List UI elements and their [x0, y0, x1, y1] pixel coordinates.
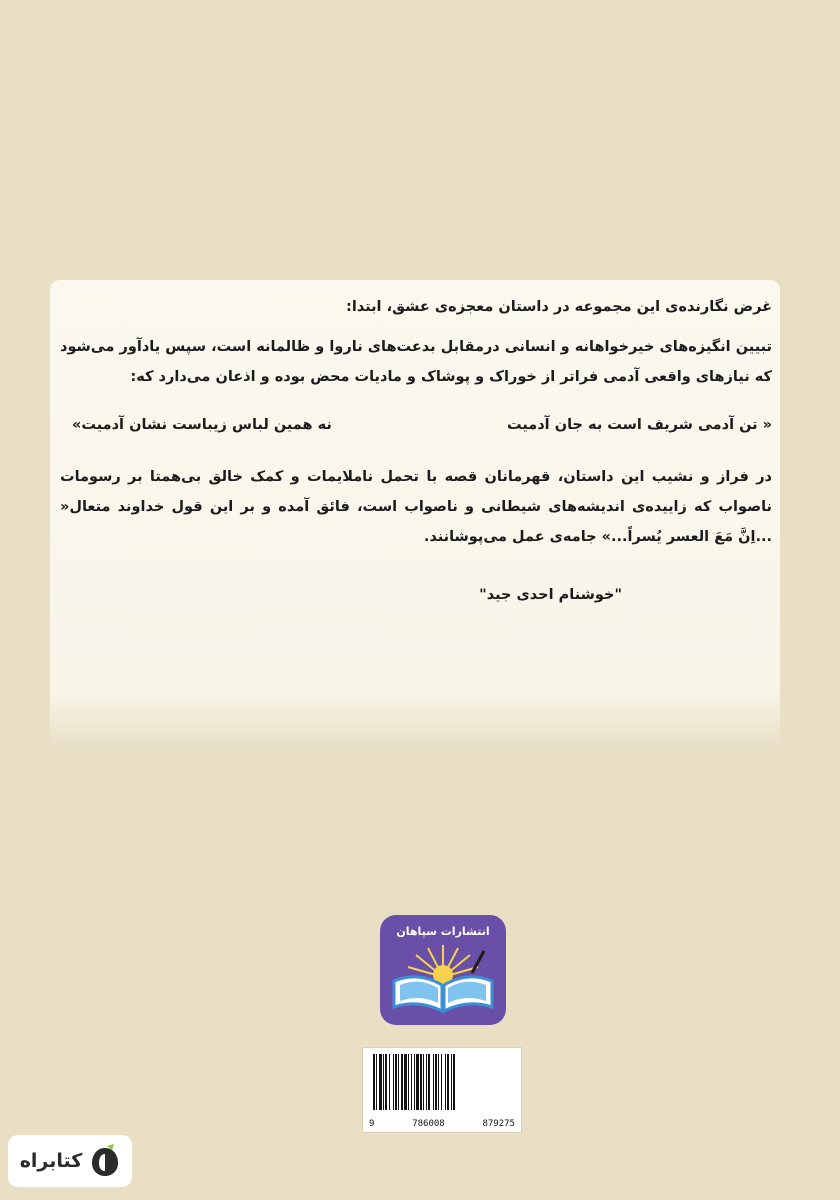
back-cover-text	[60, 292, 772, 610]
barcode-digit-group: 879275	[482, 1119, 515, 1129]
paragraph-1: تبیین انگیزه‌های خیرخواهانه و انسانی درمقابل بدعت‌های ناروا و ظالمانه است، سپس یادآور می‌شود که نیازهای واقعی آدمی فراتر از خوراک و پوشاک و مادیات محض بوده و اذعان می‌دارد که:	[60, 339, 772, 385]
paragraph-2: در فراز و نشیب این داستان، قهرمانان قصه با تحمل ناملایمات و کمک خالق بی‌همتا بر رسومات ناصواب که زاییده‌ی اندیشه‌های شیطانی و ناصواب است، فائق آمده و بر این قول خداوند متعال« ...اِنَّ مَعَ العسر یُسراً...» جامه‌ی عمل می‌پوشانند.	[60, 469, 772, 545]
barcode-bar	[455, 1054, 456, 1110]
barcode-bars	[373, 1054, 511, 1110]
intro-line: غرض نگارنده‌ی این مجموعه در داستان معجزه‌ی عشق، ابتدا:	[346, 299, 772, 315]
verse-second-hemistich: نه همین لباس زیباست نشان آدمیت»	[72, 417, 332, 433]
open-book-icon	[380, 915, 506, 1025]
ketabrah-watermark	[8, 1135, 132, 1187]
ketabrah-logo-icon	[90, 1144, 120, 1178]
verse	[60, 410, 772, 440]
barcode-digits	[369, 1119, 515, 1129]
author-signature: "خوشنام احدی جید"	[479, 587, 622, 603]
barcode-digit-group: 9	[369, 1119, 375, 1129]
publisher-name: انتشارات سپاهان	[396, 925, 490, 938]
brand-name: کتابراه	[19, 1150, 83, 1172]
verse-first-hemistich: « تن آدمی شریف است به جان آدمیت	[507, 417, 772, 433]
publisher-logo	[380, 915, 506, 1025]
isbn-barcode	[362, 1047, 522, 1133]
barcode-digit-group: 786008	[412, 1119, 445, 1129]
